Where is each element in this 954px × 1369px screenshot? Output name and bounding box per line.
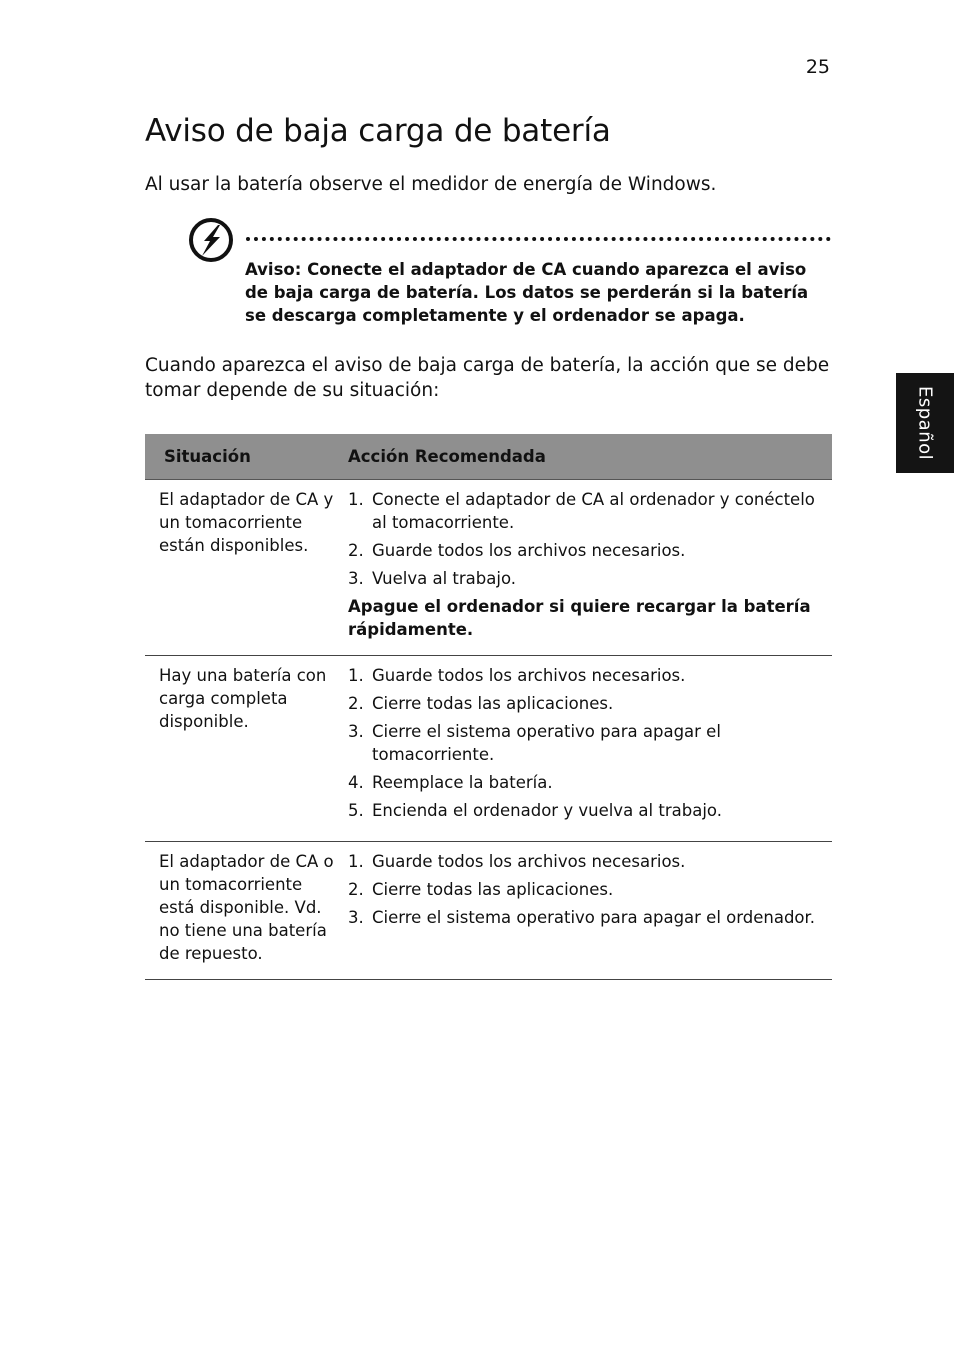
list-item: 1. Conecte el adaptador de CA al ordenador y conéctelo al tomacorriente. [348,490,815,532]
list-item: 4. Reemplace la batería. [348,773,553,792]
list-item: 1. Guarde todos los archivos necesarios. [348,666,686,685]
recharge-note: Apague el ordenador si quiere recargar la batería rápidamente. [348,597,811,639]
steps-list [348,850,822,929]
list-item: 2. Cierre todas las aplicaciones. [348,880,614,899]
list-item: 3. Vuelva al trabajo. [348,569,517,588]
table-row [145,656,832,842]
list-item: 2. Cierre todas las aplicaciones. [348,694,614,713]
header-situation: Situación [164,447,251,466]
situation-cell: Hay una batería con carga completa disponible. [159,666,327,731]
language-tab [896,373,954,473]
steps-list [348,664,822,822]
dotted-divider [246,237,831,241]
situation-paragraph: Cuando aparezca el aviso de baja carga de batería, la acción que se debe tomar depende de su situación: [145,355,830,401]
table-header [145,434,832,480]
situation-cell: El adaptador de CA o un tomacorriente está disponible. Vd. no tiene una batería de repuesto. [159,852,334,963]
steps-list [348,488,822,590]
page-number: 25 [805,56,830,78]
action-cell [348,664,832,827]
action-cell [348,850,832,965]
action-table [145,434,832,980]
lightning-warning-icon [187,216,235,264]
list-item: 1. Guarde todos los archivos necesarios. [348,852,686,871]
table-row [145,842,832,980]
list-item: 3. Cierre el sistema operativo para apagar el tomacorriente. [348,722,721,764]
page-title: Aviso de baja carga de batería [145,113,611,149]
list-item: 5. Encienda el ordenador y vuelva al trabajo. [348,801,722,820]
list-item: 3. Cierre el sistema operativo para apagar el ordenador. [348,908,816,927]
language-tab-label: Español [914,385,936,461]
header-action: Acción Recomendada [348,447,546,466]
list-item: 2. Guarde todos los archivos necesarios. [348,541,686,560]
warning-text: Aviso: Conecte el adaptador de CA cuando aparezca el aviso de baja carga de batería. Los datos se perderán si la batería se descarga completamente y el ordenador se apaga. [245,260,809,325]
situation-cell: El adaptador de CA y un tomacorriente están disponibles. [159,490,334,555]
action-cell [348,488,832,641]
table-row [145,480,832,656]
intro-text: Al usar la batería observe el medidor de energía de Windows. [145,174,717,195]
